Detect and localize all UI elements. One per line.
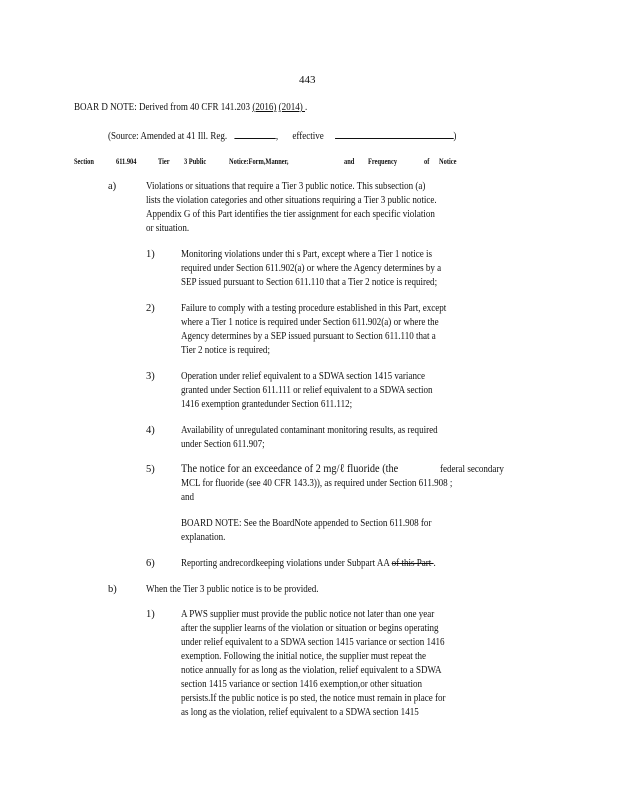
item-a-6-deleted: of this Part xyxy=(391,558,434,569)
section-title-g: Notice xyxy=(439,157,457,166)
item-a-3-marker: 3) xyxy=(146,371,155,382)
item-a-6-marker: 6) xyxy=(146,558,155,569)
item-a-5-line: The notice for an exceedance of 2 mg/ℓ fluoride (the xyxy=(181,461,399,475)
item-a-4-line: Availability of unregulated contaminant monitoring results, as required xyxy=(181,425,438,436)
item-b-1-line: exemption. Following the initial notice, the supplier must repeat the xyxy=(181,651,427,662)
item-a-2-marker: 2) xyxy=(146,303,155,314)
item-a-6-lead: Reporting andrecordkeeping violations under Subpart AA xyxy=(181,558,392,569)
item-a-2-line: Agency determines by a SEP issued pursuant to Section 611.110 that a xyxy=(181,331,436,342)
board-note-header xyxy=(74,101,307,114)
item-b-1-line: as long as the violation, relief equivalent to a SDWA section 1415 xyxy=(181,707,419,718)
item-a-4-line: under Section 611.907; xyxy=(181,439,265,450)
item-a-1-marker: 1) xyxy=(146,249,155,260)
item-a-2-line: Failure to comply with a testing procedure established in this Part, except xyxy=(181,303,447,314)
subsection-b-marker: b) xyxy=(108,584,117,595)
item-a-5-line: MCL for fluoride (see 40 CFR 143.3)), as required under Section 611.908 ; xyxy=(181,478,453,489)
item-b-1-marker: 1) xyxy=(146,609,155,620)
subsection-a-marker: a) xyxy=(108,181,117,192)
item-a-6-line xyxy=(181,557,436,570)
item-a-3-line: granted under Section 611.111 or relief equivalent to a SDWA section xyxy=(181,385,433,396)
item-a-1-line: SEP issued pursuant to Section 611.110 that a Tier 2 notice is required; xyxy=(181,277,438,288)
board-note-deleted: (2014) xyxy=(278,102,306,113)
page-number: 443 xyxy=(299,74,316,86)
item-a-2-line: where a Tier 1 notice is required under Section 611.902(a) or where the xyxy=(181,317,439,328)
source-comma: , xyxy=(275,131,279,142)
item-a-5-line: and xyxy=(181,492,195,503)
item-b-1-line: notice annually for as long as the violation, relief equivalent to a SDWA xyxy=(181,665,442,676)
section-title-c: Notice:Form,Manner, xyxy=(229,157,289,166)
subsection-a-line: or situation. xyxy=(146,223,190,234)
section-title-b: 3 Public xyxy=(184,157,207,166)
item-a-5-line: federal secondary xyxy=(440,464,504,475)
item-a-5-note-line: explanation. xyxy=(181,532,226,543)
subsection-b-text: When the Tier 3 public notice is to be provided. xyxy=(146,584,319,595)
item-a-5-marker: 5) xyxy=(146,464,155,475)
section-title-d: and xyxy=(344,157,355,166)
section-title-e: Frequency xyxy=(368,157,398,166)
section-title-f: of xyxy=(424,157,430,166)
item-a-3-line: Operation under relief equivalent to a SDWA section 1415 variance xyxy=(181,371,425,382)
source-line xyxy=(108,128,456,143)
subsection-a-line: Appendix G of this Part identifies the tier assignment for each specific violation xyxy=(146,209,435,220)
section-label: Section xyxy=(74,157,94,166)
source-close: ) xyxy=(453,131,457,142)
source-open: (Source: Amended at 41 Ill. Reg. xyxy=(108,131,228,142)
subsection-a-line: Violations or situations that require a Tier 3 public notice. This subsection (a) xyxy=(146,181,426,192)
item-b-1-line: section 1415 variance or section 1416 exemption,or other situation xyxy=(181,679,422,690)
item-a-1-line: Monitoring violations under thi s Part, except where a Tier 1 notice is xyxy=(181,249,433,260)
item-a-2-line: Tier 2 notice is required; xyxy=(181,345,270,356)
item-b-1-line: A PWS supplier must provide the public notice not later than one year xyxy=(181,609,435,620)
section-title-a: Tier xyxy=(158,157,170,166)
item-b-1-line: after the supplier learns of the violation or situation or begins operating xyxy=(181,623,439,634)
item-a-5-note-line: BOARD NOTE: See the BoardNote appended to Section 611.908 for xyxy=(181,518,432,529)
item-a-4-marker: 4) xyxy=(146,425,155,436)
section-number: 611.904 xyxy=(116,157,137,166)
source-effective: effective xyxy=(292,131,324,142)
item-a-1-line: required under Section 611.902(a) or where the Agency determines by a xyxy=(181,263,442,274)
board-note-tail: . xyxy=(305,102,308,113)
item-b-1-line: persists.If the public notice is po sted, the notice must remain in place for xyxy=(181,693,446,704)
item-b-1-line: under relief equivalent to a SDWA section 1415 variance or section 1416 xyxy=(181,637,445,648)
register-blank xyxy=(235,128,276,139)
board-note-lead: BOAR D NOTE: Derived from 40 CFR 141.203 xyxy=(74,102,253,113)
subsection-a-line: lists the violation categories and other situations requiring a Tier 3 public notice. xyxy=(146,195,437,206)
board-note-inserted: (2016) xyxy=(252,102,277,113)
item-a-6-tail: . xyxy=(433,558,436,569)
effective-blank xyxy=(335,128,454,139)
item-a-3-line: 1416 exemption grantedunder Section 611.112; xyxy=(181,399,353,410)
